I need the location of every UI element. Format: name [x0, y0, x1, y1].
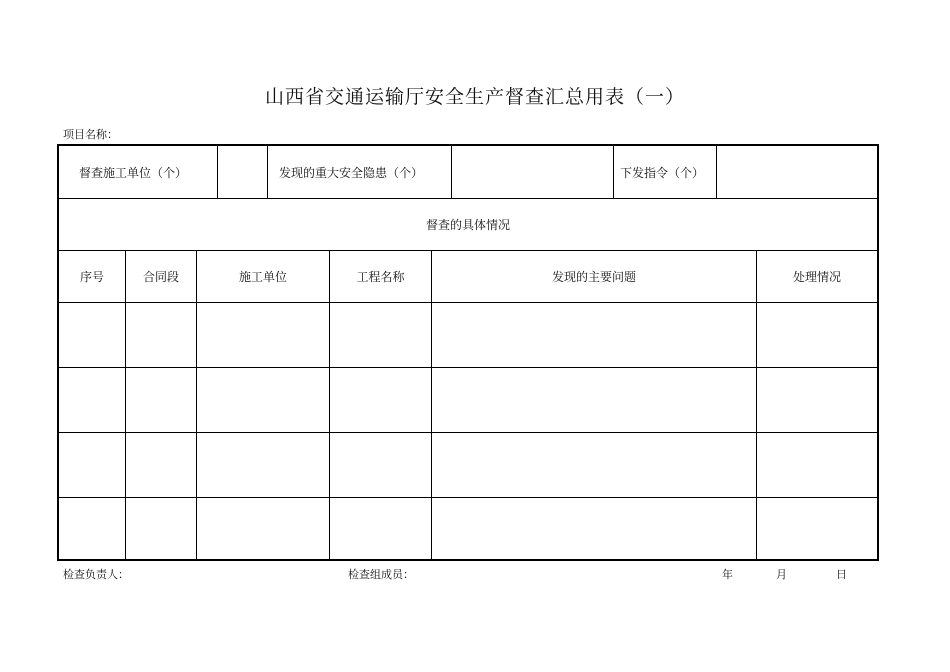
cell-index[interactable] [59, 367, 126, 432]
cell-index[interactable] [59, 432, 126, 497]
cell-contract-section[interactable] [126, 367, 197, 432]
cell-index[interactable] [59, 302, 126, 367]
cell-handling[interactable] [757, 497, 877, 559]
cell-project-name[interactable] [330, 367, 432, 432]
day-label: 日 [836, 568, 847, 581]
table-row [59, 497, 877, 559]
cell-issues-found[interactable] [432, 432, 757, 497]
units-value[interactable] [218, 146, 268, 198]
cell-contract-section[interactable] [126, 302, 197, 367]
orders-value[interactable] [717, 146, 877, 198]
column-header-index: 序号 [59, 250, 126, 302]
inspection-members-label: 检查组成员： [348, 568, 414, 581]
project-name-label: 项目名称： [63, 128, 118, 141]
cell-issues-found[interactable] [432, 367, 757, 432]
cell-issues-found[interactable] [432, 302, 757, 367]
column-header-contractor: 施工单位 [197, 250, 330, 302]
cell-index[interactable] [59, 497, 126, 559]
cell-project-name[interactable] [330, 432, 432, 497]
month-label: 月 [776, 568, 787, 581]
year-label: 年 [722, 568, 733, 581]
cell-project-name[interactable] [330, 497, 432, 559]
supervision-summary-table [57, 144, 879, 561]
cell-contractor[interactable] [197, 432, 330, 497]
units-label: 督查施工单位（个） [59, 146, 218, 198]
column-header-contract-section: 合同段 [126, 250, 197, 302]
cell-project-name[interactable] [330, 302, 432, 367]
cell-handling[interactable] [757, 367, 877, 432]
column-header-row [59, 250, 877, 303]
table-row [59, 367, 877, 433]
cell-contract-section[interactable] [126, 432, 197, 497]
column-header-project-name: 工程名称 [330, 250, 432, 302]
cell-contractor[interactable] [197, 367, 330, 432]
inspector-in-charge-label: 检查负责人： [63, 568, 129, 581]
details-heading: 督查的具体情况 [425, 217, 510, 232]
summary-row [59, 146, 877, 199]
table-row [59, 432, 877, 498]
column-header-handling: 处理情况 [792, 269, 841, 284]
details-heading-row [59, 198, 877, 251]
cell-contractor[interactable] [197, 497, 330, 559]
column-header-issues-found: 发现的主要问题 [432, 250, 757, 302]
cell-contract-section[interactable] [126, 497, 197, 559]
hazards-value[interactable] [452, 146, 614, 198]
cell-handling[interactable] [757, 302, 877, 367]
orders-label: 下发指令（个） [614, 146, 717, 198]
table-row [59, 302, 877, 368]
cell-handling[interactable] [757, 432, 877, 497]
hazards-label: 发现的重大安全隐患（个） [268, 146, 452, 198]
form-title: 山西省交通运输厅安全生产督查汇总用表（一） [264, 86, 685, 108]
cell-issues-found[interactable] [432, 497, 757, 559]
cell-contractor[interactable] [197, 302, 330, 367]
